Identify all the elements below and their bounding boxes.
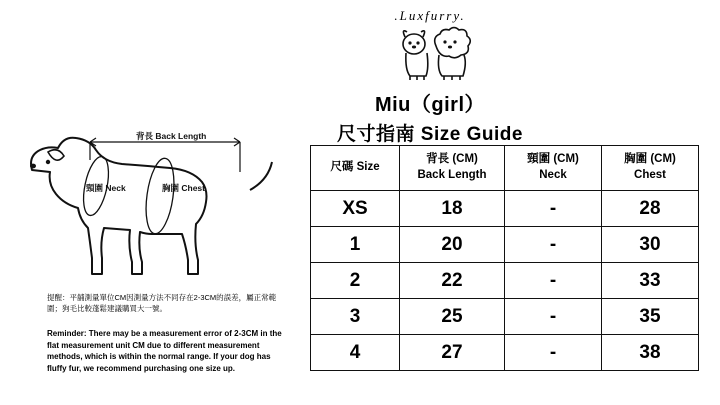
cell-back: 22 [400,263,505,299]
reminder-note-chinese: 提醒：平舖測量單位CM因測量方法不同存在2-3CM的誤差，屬正常範圍；狗毛比較蓬鬆建議購買大一號。 [47,293,277,314]
header-chest-top: 胸圍 (CM) [624,153,676,166]
cell-neck: - [505,335,602,371]
cell-neck: - [505,299,602,335]
two-dogs-logo-icon [280,26,580,82]
header-back-top: 背長 (CM) [426,153,478,166]
cell-size: XS [311,191,400,227]
cell-back: 25 [400,299,505,335]
cell-size: 2 [311,263,400,299]
cell-chest: 35 [602,299,699,335]
reminder-note-english: Reminder: There may be a measurement error of 2-3CM in the flat measurement unit CM due to different measurement methods, which is within the normal range. If your dog has fluffy fur, we recommend purchasing one size up. [47,329,282,373]
dog-measurement-diagram [18,112,286,302]
header-back-bottom: Back Length [417,169,487,181]
cell-back: 27 [400,335,505,371]
table-row [311,227,699,263]
cell-back: 18 [400,191,505,227]
label-neck: 頸圍 Neck [86,183,126,193]
table-header-row [311,146,699,191]
cell-neck: - [505,227,602,263]
cell-size: 3 [311,299,400,335]
table-row [311,191,699,227]
header-neck-top: 頸圍 (CM) [527,153,579,166]
cell-neck: - [505,191,602,227]
table-row [311,263,699,299]
cell-size: 4 [311,335,400,371]
label-back-length: 背長 Back Length [136,131,207,141]
page-subtitle: 尺寸指南 Size Guide [337,124,523,145]
cell-neck: - [505,263,602,299]
brand-header [280,8,580,146]
page-title: Miu（girl） [374,94,486,116]
header-chest [602,146,699,191]
cell-chest: 38 [602,335,699,371]
header-size [311,146,400,191]
header-neck-bottom: Neck [539,169,567,181]
header-chest-bottom: Chest [634,169,666,181]
cell-chest: 33 [602,263,699,299]
table-row [311,299,699,335]
header-back-length [400,146,505,191]
cell-back: 20 [400,227,505,263]
cell-chest: 30 [602,227,699,263]
brand-wordmark: .Luxfurry. [394,8,466,23]
size-guide-table [310,145,699,371]
cell-size: 1 [311,227,400,263]
table-row [311,335,699,371]
cell-chest: 28 [602,191,699,227]
label-chest: 胸圍 Chest [162,183,205,193]
header-size-top: 尺碼 Size [330,161,380,174]
header-neck [505,146,602,191]
